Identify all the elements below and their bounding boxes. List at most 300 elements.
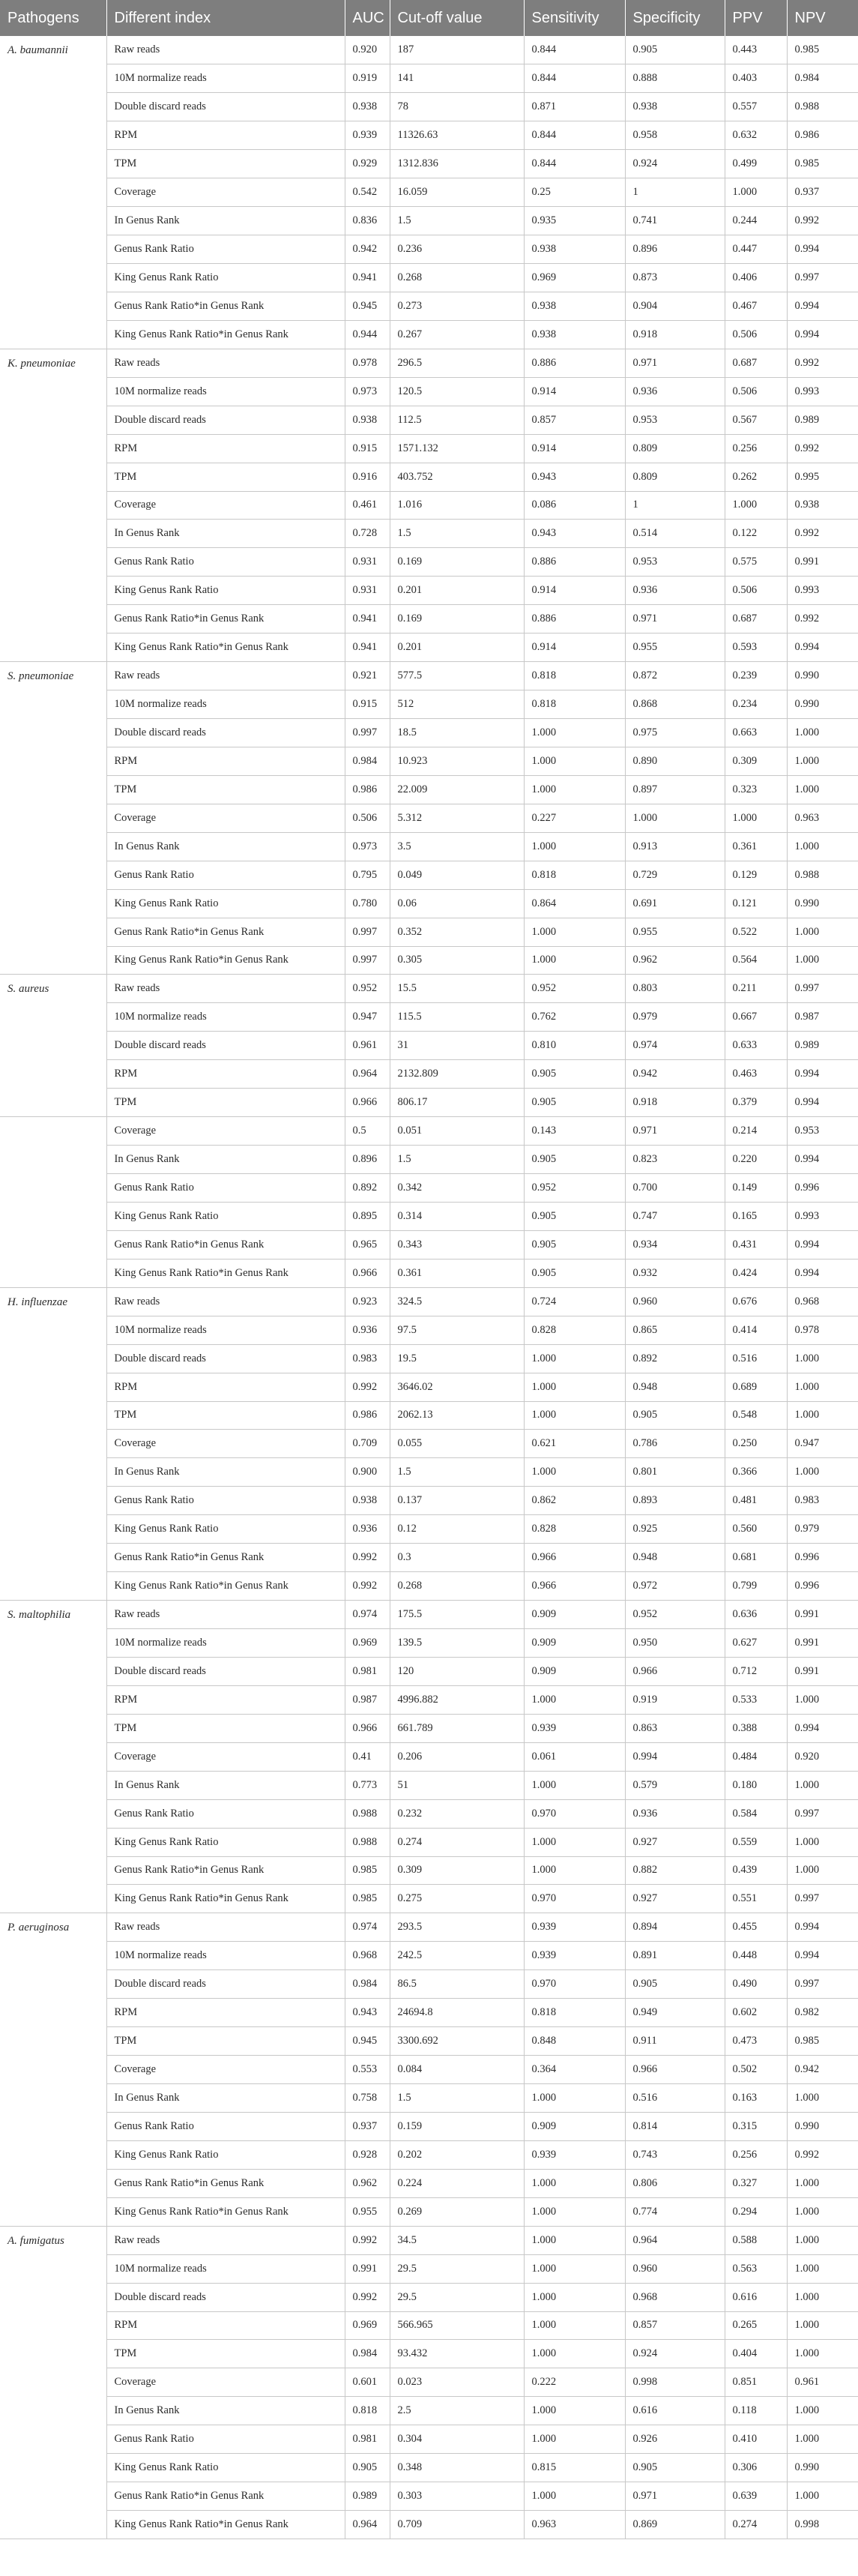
specificity-cell: 0.872 [625, 662, 725, 690]
index-name-cell: Genus Rank Ratio [106, 1487, 345, 1515]
index-name-cell: RPM [106, 121, 345, 150]
table-row [0, 150, 858, 178]
header-cutoff-value: Cut-off value [390, 0, 524, 36]
ppv-cell: 1.000 [725, 804, 787, 832]
cutoff-value-cell: 29.5 [390, 2283, 524, 2311]
ppv-cell: 1.000 [725, 178, 787, 207]
table-row [0, 747, 858, 775]
index-name-cell: Raw reads [106, 1287, 345, 1316]
sensitivity-cell: 0.815 [524, 2454, 625, 2482]
specificity-cell: 0.729 [625, 861, 725, 889]
auc-cell: 0.986 [345, 775, 390, 804]
index-name-cell: 10M normalize reads [106, 64, 345, 93]
cutoff-value-cell: 139.5 [390, 1629, 524, 1658]
auc-cell: 0.988 [345, 1799, 390, 1828]
cutoff-value-cell: 1.5 [390, 520, 524, 548]
cutoff-value-cell: 78 [390, 93, 524, 121]
specificity-cell: 0.896 [625, 235, 725, 264]
specificity-cell: 0.964 [625, 2226, 725, 2254]
cutoff-value-cell: 0.169 [390, 605, 524, 634]
cutoff-value-cell: 0.343 [390, 1230, 524, 1259]
table-row [0, 1714, 858, 1742]
index-name-cell: King Genus Rank Ratio [106, 889, 345, 918]
npv-cell: 0.994 [787, 1259, 858, 1287]
sensitivity-cell: 0.828 [524, 1515, 625, 1544]
auc-cell: 0.931 [345, 548, 390, 577]
index-name-cell: TPM [106, 463, 345, 491]
sensitivity-cell: 0.966 [524, 1544, 625, 1572]
ppv-cell: 0.473 [725, 2027, 787, 2056]
sensitivity-cell: 0.857 [524, 406, 625, 434]
auc-cell: 0.936 [345, 1316, 390, 1344]
npv-cell: 0.994 [787, 235, 858, 264]
specificity-cell: 0.786 [625, 1430, 725, 1458]
table-row [0, 1430, 858, 1458]
ppv-cell: 0.448 [725, 1942, 787, 1970]
sensitivity-cell: 0.938 [524, 235, 625, 264]
specificity-cell: 0.918 [625, 320, 725, 349]
header-sensitivity: Sensitivity [524, 0, 625, 36]
auc-cell: 0.836 [345, 207, 390, 235]
index-name-cell: 10M normalize reads [106, 2254, 345, 2283]
auc-cell: 0.920 [345, 36, 390, 64]
index-name-cell: King Genus Rank Ratio*in Genus Rank [106, 1259, 345, 1287]
index-name-cell: In Genus Rank [106, 2084, 345, 2113]
auc-cell: 0.938 [345, 406, 390, 434]
cutoff-value-cell: 1.5 [390, 2084, 524, 2113]
npv-cell: 1.000 [787, 1685, 858, 1714]
ppv-cell: 0.676 [725, 1287, 787, 1316]
table-row [0, 235, 858, 264]
index-name-cell: King Genus Rank Ratio*in Genus Rank [106, 634, 345, 662]
auc-cell: 0.987 [345, 1685, 390, 1714]
specificity-cell: 0.869 [625, 2511, 725, 2539]
sensitivity-cell: 1.000 [524, 2254, 625, 2283]
sensitivity-cell: 0.909 [524, 1629, 625, 1658]
auc-cell: 0.955 [345, 2197, 390, 2226]
ppv-cell: 0.388 [725, 1714, 787, 1742]
ppv-cell: 0.165 [725, 1202, 787, 1230]
specificity-cell: 0.897 [625, 775, 725, 804]
npv-cell: 1.000 [787, 747, 858, 775]
cutoff-value-cell: 296.5 [390, 349, 524, 377]
table-row [0, 2084, 858, 2113]
specificity-cell: 0.958 [625, 121, 725, 150]
index-name-cell: In Genus Rank [106, 520, 345, 548]
index-name-cell: Double discard reads [106, 1344, 345, 1373]
auc-cell: 0.986 [345, 1401, 390, 1430]
auc-cell: 0.773 [345, 1771, 390, 1799]
ppv-cell: 0.366 [725, 1458, 787, 1487]
header-ppv: PPV [725, 0, 787, 36]
cutoff-value-cell: 10.923 [390, 747, 524, 775]
pathogen-cell: S. pneumoniae [0, 662, 106, 975]
auc-cell: 0.945 [345, 2027, 390, 2056]
npv-cell: 0.994 [787, 1230, 858, 1259]
auc-cell: 0.978 [345, 349, 390, 377]
specificity-cell: 0.942 [625, 1060, 725, 1089]
table-row [0, 634, 858, 662]
auc-cell: 0.997 [345, 946, 390, 975]
auc-cell: 0.461 [345, 491, 390, 520]
sensitivity-cell: 1.000 [524, 918, 625, 946]
ppv-cell: 0.851 [725, 2368, 787, 2397]
specificity-cell: 0.962 [625, 946, 725, 975]
sensitivity-cell: 0.762 [524, 1003, 625, 1032]
auc-cell: 0.892 [345, 1174, 390, 1203]
ppv-cell: 0.424 [725, 1259, 787, 1287]
ppv-cell: 0.256 [725, 434, 787, 463]
sensitivity-cell: 0.886 [524, 605, 625, 634]
specificity-cell: 0.924 [625, 2340, 725, 2368]
npv-cell: 0.992 [787, 349, 858, 377]
cutoff-value-cell: 29.5 [390, 2254, 524, 2283]
sensitivity-cell: 0.862 [524, 1487, 625, 1515]
index-name-cell: Double discard reads [106, 1657, 345, 1685]
table-row [0, 1487, 858, 1515]
index-name-cell: King Genus Rank Ratio*in Genus Rank [106, 2511, 345, 2539]
index-name-cell: Genus Rank Ratio [106, 2112, 345, 2140]
npv-cell: 0.993 [787, 377, 858, 406]
index-name-cell: Coverage [106, 1430, 345, 1458]
auc-cell: 0.905 [345, 2454, 390, 2482]
specificity-cell: 0.950 [625, 1629, 725, 1658]
auc-cell: 0.973 [345, 832, 390, 861]
table-row [0, 320, 858, 349]
specificity-cell: 0.971 [625, 349, 725, 377]
specificity-cell: 0.979 [625, 1003, 725, 1032]
cutoff-value-cell: 0.12 [390, 1515, 524, 1544]
npv-cell: 1.000 [787, 2283, 858, 2311]
ppv-cell: 0.712 [725, 1657, 787, 1685]
sensitivity-cell: 0.952 [524, 975, 625, 1003]
sensitivity-cell: 0.970 [524, 1799, 625, 1828]
specificity-cell: 0.814 [625, 2112, 725, 2140]
specificity-cell: 0.998 [625, 2368, 725, 2397]
auc-cell: 0.900 [345, 1458, 390, 1487]
npv-cell: 0.961 [787, 2368, 858, 2397]
specificity-cell: 0.955 [625, 918, 725, 946]
cutoff-value-cell: 0.232 [390, 1799, 524, 1828]
npv-cell: 0.994 [787, 1089, 858, 1117]
index-name-cell: King Genus Rank Ratio [106, 1202, 345, 1230]
specificity-cell: 0.952 [625, 1601, 725, 1629]
table-row [0, 491, 858, 520]
sensitivity-cell: 1.000 [524, 2283, 625, 2311]
cutoff-value-cell: 0.169 [390, 548, 524, 577]
specificity-cell: 0.953 [625, 548, 725, 577]
cutoff-value-cell: 86.5 [390, 1970, 524, 1999]
auc-cell: 0.923 [345, 1287, 390, 1316]
index-name-cell: Genus Rank Ratio [106, 861, 345, 889]
table-row [0, 2368, 858, 2397]
ppv-cell: 0.327 [725, 2169, 787, 2197]
specificity-cell: 0.803 [625, 975, 725, 1003]
sensitivity-cell: 0.724 [524, 1287, 625, 1316]
sensitivity-cell: 0.909 [524, 1657, 625, 1685]
sensitivity-cell: 0.909 [524, 2112, 625, 2140]
table-row [0, 2027, 858, 2056]
table-row [0, 690, 858, 719]
cutoff-value-cell: 0.201 [390, 577, 524, 605]
specificity-cell: 0.905 [625, 1970, 725, 1999]
ppv-cell: 0.118 [725, 2397, 787, 2425]
npv-cell: 1.000 [787, 775, 858, 804]
index-name-cell: Genus Rank Ratio*in Genus Rank [106, 1230, 345, 1259]
sensitivity-cell: 0.905 [524, 1060, 625, 1089]
specificity-cell: 0.514 [625, 520, 725, 548]
sensitivity-cell: 0.844 [524, 64, 625, 93]
index-name-cell: Raw reads [106, 2226, 345, 2254]
npv-cell: 0.997 [787, 975, 858, 1003]
cutoff-value-cell: 1312.836 [390, 150, 524, 178]
sensitivity-cell: 0.061 [524, 1742, 625, 1771]
index-name-cell: In Genus Rank [106, 1146, 345, 1174]
table-row [0, 1999, 858, 2027]
ppv-cell: 0.516 [725, 1344, 787, 1373]
index-name-cell: King Genus Rank Ratio*in Genus Rank [106, 1885, 345, 1913]
auc-cell: 0.928 [345, 2140, 390, 2169]
npv-cell: 0.994 [787, 1942, 858, 1970]
table-row [0, 719, 858, 747]
specificity-cell: 0.747 [625, 1202, 725, 1230]
table-row [0, 520, 858, 548]
specificity-cell: 0.918 [625, 1089, 725, 1117]
npv-cell: 0.993 [787, 577, 858, 605]
specificity-cell: 0.691 [625, 889, 725, 918]
npv-cell: 0.993 [787, 1202, 858, 1230]
cutoff-value-cell: 2132.809 [390, 1060, 524, 1089]
sensitivity-cell: 0.25 [524, 178, 625, 207]
table-row [0, 292, 858, 320]
cutoff-value-cell: 0.206 [390, 1742, 524, 1771]
cutoff-value-cell: 0.159 [390, 2112, 524, 2140]
npv-cell: 0.991 [787, 548, 858, 577]
ppv-cell: 0.484 [725, 1742, 787, 1771]
table-row [0, 178, 858, 207]
specificity-cell: 0.516 [625, 2084, 725, 2113]
npv-cell: 0.963 [787, 804, 858, 832]
table-row [0, 1942, 858, 1970]
cutoff-value-cell: 0.273 [390, 292, 524, 320]
auc-cell: 0.709 [345, 1430, 390, 1458]
sensitivity-cell: 0.970 [524, 1885, 625, 1913]
table-row [0, 1089, 858, 1117]
sensitivity-cell: 0.969 [524, 264, 625, 292]
sensitivity-cell: 1.000 [524, 2169, 625, 2197]
table-row [0, 1771, 858, 1799]
index-name-cell: Genus Rank Ratio*in Genus Rank [106, 918, 345, 946]
npv-cell: 0.920 [787, 1742, 858, 1771]
ppv-cell: 0.575 [725, 548, 787, 577]
specificity-cell: 0.919 [625, 1685, 725, 1714]
ppv-cell: 0.214 [725, 1117, 787, 1146]
ppv-cell: 0.633 [725, 1032, 787, 1060]
npv-cell: 0.997 [787, 264, 858, 292]
ppv-cell: 0.463 [725, 1060, 787, 1089]
table-row [0, 1856, 858, 1885]
cutoff-value-cell: 0.084 [390, 2056, 524, 2084]
sensitivity-cell: 0.914 [524, 434, 625, 463]
specificity-cell: 1 [625, 491, 725, 520]
cutoff-value-cell: 3.5 [390, 832, 524, 861]
index-name-cell: Raw reads [106, 1601, 345, 1629]
auc-cell: 0.915 [345, 690, 390, 719]
cutoff-value-cell: 1.5 [390, 1146, 524, 1174]
ppv-cell: 0.567 [725, 406, 787, 434]
ppv-cell: 0.163 [725, 2084, 787, 2113]
auc-cell: 0.969 [345, 1629, 390, 1658]
specificity-cell: 0.801 [625, 1458, 725, 1487]
pathogen-cell: K. pneumoniae [0, 349, 106, 661]
cutoff-value-cell: 93.432 [390, 2340, 524, 2368]
specificity-cell: 1.000 [625, 804, 725, 832]
ppv-cell: 0.467 [725, 292, 787, 320]
sensitivity-cell: 1.000 [524, 1771, 625, 1799]
index-name-cell: Raw reads [106, 1913, 345, 1942]
specificity-cell: 0.926 [625, 2425, 725, 2454]
npv-cell: 0.989 [787, 1032, 858, 1060]
auc-cell: 0.997 [345, 918, 390, 946]
table-row [0, 1344, 858, 1373]
index-name-cell: Genus Rank Ratio*in Genus Rank [106, 2482, 345, 2511]
npv-cell: 0.996 [787, 1174, 858, 1203]
npv-cell: 1.000 [787, 832, 858, 861]
specificity-cell: 0.823 [625, 1146, 725, 1174]
sensitivity-cell: 0.939 [524, 1913, 625, 1942]
npv-cell: 0.942 [787, 2056, 858, 2084]
ppv-cell: 0.593 [725, 634, 787, 662]
auc-cell: 0.601 [345, 2368, 390, 2397]
index-name-cell: Double discard reads [106, 719, 345, 747]
auc-cell: 0.991 [345, 2254, 390, 2283]
auc-cell: 0.5 [345, 1117, 390, 1146]
npv-cell: 1.000 [787, 1344, 858, 1373]
auc-cell: 0.966 [345, 1259, 390, 1287]
sensitivity-cell: 0.818 [524, 861, 625, 889]
specificity-cell: 0.968 [625, 2283, 725, 2311]
ppv-cell: 0.447 [725, 235, 787, 264]
ppv-cell: 0.584 [725, 1799, 787, 1828]
auc-cell: 0.985 [345, 1885, 390, 1913]
sensitivity-cell: 0.939 [524, 1714, 625, 1742]
npv-cell: 0.997 [787, 1799, 858, 1828]
index-name-cell: King Genus Rank Ratio [106, 1828, 345, 1856]
ppv-cell: 0.414 [725, 1316, 787, 1344]
table-row [0, 1401, 858, 1430]
cutoff-value-cell: 31 [390, 1032, 524, 1060]
sensitivity-cell: 0.914 [524, 577, 625, 605]
ppv-cell: 0.687 [725, 349, 787, 377]
table-row [0, 2311, 858, 2340]
table-row [0, 1742, 858, 1771]
cutoff-value-cell: 0.348 [390, 2454, 524, 2482]
ppv-cell: 0.636 [725, 1601, 787, 1629]
index-name-cell: Raw reads [106, 662, 345, 690]
npv-cell: 0.953 [787, 1117, 858, 1146]
index-name-cell: King Genus Rank Ratio*in Genus Rank [106, 320, 345, 349]
index-name-cell: RPM [106, 747, 345, 775]
auc-cell: 0.941 [345, 605, 390, 634]
index-name-cell: RPM [106, 1685, 345, 1714]
auc-cell: 0.992 [345, 2226, 390, 2254]
npv-cell: 0.994 [787, 1714, 858, 1742]
ppv-cell: 0.294 [725, 2197, 787, 2226]
npv-cell: 0.994 [787, 292, 858, 320]
ppv-cell: 0.689 [725, 1373, 787, 1401]
sensitivity-cell: 0.810 [524, 1032, 625, 1060]
auc-cell: 0.939 [345, 121, 390, 150]
ppv-cell: 0.687 [725, 605, 787, 634]
sensitivity-cell: 0.914 [524, 634, 625, 662]
sensitivity-cell: 0.963 [524, 2511, 625, 2539]
ppv-cell: 0.306 [725, 2454, 787, 2482]
npv-cell: 0.994 [787, 1913, 858, 1942]
ppv-cell: 0.639 [725, 2482, 787, 2511]
sensitivity-cell: 0.905 [524, 1146, 625, 1174]
table-row [0, 2454, 858, 2482]
sensitivity-cell: 0.844 [524, 36, 625, 64]
sensitivity-cell: 0.818 [524, 662, 625, 690]
index-name-cell: In Genus Rank [106, 2397, 345, 2425]
specificity-cell: 0.865 [625, 1316, 725, 1344]
sensitivity-cell: 0.952 [524, 1174, 625, 1203]
npv-cell: 0.968 [787, 1287, 858, 1316]
table-row [0, 207, 858, 235]
specificity-cell: 1 [625, 178, 725, 207]
ppv-cell: 0.799 [725, 1572, 787, 1601]
index-name-cell: Double discard reads [106, 406, 345, 434]
ppv-cell: 0.490 [725, 1970, 787, 1999]
index-name-cell: In Genus Rank [106, 1458, 345, 1487]
npv-cell: 1.000 [787, 2397, 858, 2425]
npv-cell: 0.991 [787, 1657, 858, 1685]
specificity-cell: 0.955 [625, 634, 725, 662]
index-name-cell: Coverage [106, 178, 345, 207]
index-name-cell: Raw reads [106, 36, 345, 64]
specificity-cell: 0.994 [625, 1742, 725, 1771]
sensitivity-cell: 1.000 [524, 2311, 625, 2340]
cutoff-value-cell: 0.023 [390, 2368, 524, 2397]
pathogen-cell: S. aureus [0, 975, 106, 1117]
sensitivity-cell: 0.143 [524, 1117, 625, 1146]
sensitivity-cell: 0.943 [524, 520, 625, 548]
table-row [0, 1799, 858, 1828]
pathogen-cell: A. baumannii [0, 36, 106, 349]
table-row [0, 975, 858, 1003]
npv-cell: 0.983 [787, 1487, 858, 1515]
table-row [0, 2140, 858, 2169]
ppv-cell: 0.443 [725, 36, 787, 64]
sensitivity-cell: 0.871 [524, 93, 625, 121]
auc-cell: 0.988 [345, 1828, 390, 1856]
table-row [0, 434, 858, 463]
ppv-cell: 0.563 [725, 2254, 787, 2283]
index-name-cell: Raw reads [106, 975, 345, 1003]
index-name-cell: King Genus Rank Ratio [106, 1515, 345, 1544]
auc-cell: 0.983 [345, 1344, 390, 1373]
table-row [0, 1287, 858, 1316]
cutoff-value-cell: 4996.882 [390, 1685, 524, 1714]
npv-cell: 0.996 [787, 1572, 858, 1601]
cutoff-value-cell: 566.965 [390, 2311, 524, 2340]
cutoff-value-cell: 0.137 [390, 1487, 524, 1515]
cutoff-value-cell: 51 [390, 1771, 524, 1799]
ppv-cell: 0.522 [725, 918, 787, 946]
npv-cell: 0.994 [787, 320, 858, 349]
specificity-cell: 0.948 [625, 1373, 725, 1401]
cutoff-value-cell: 24694.8 [390, 1999, 524, 2027]
